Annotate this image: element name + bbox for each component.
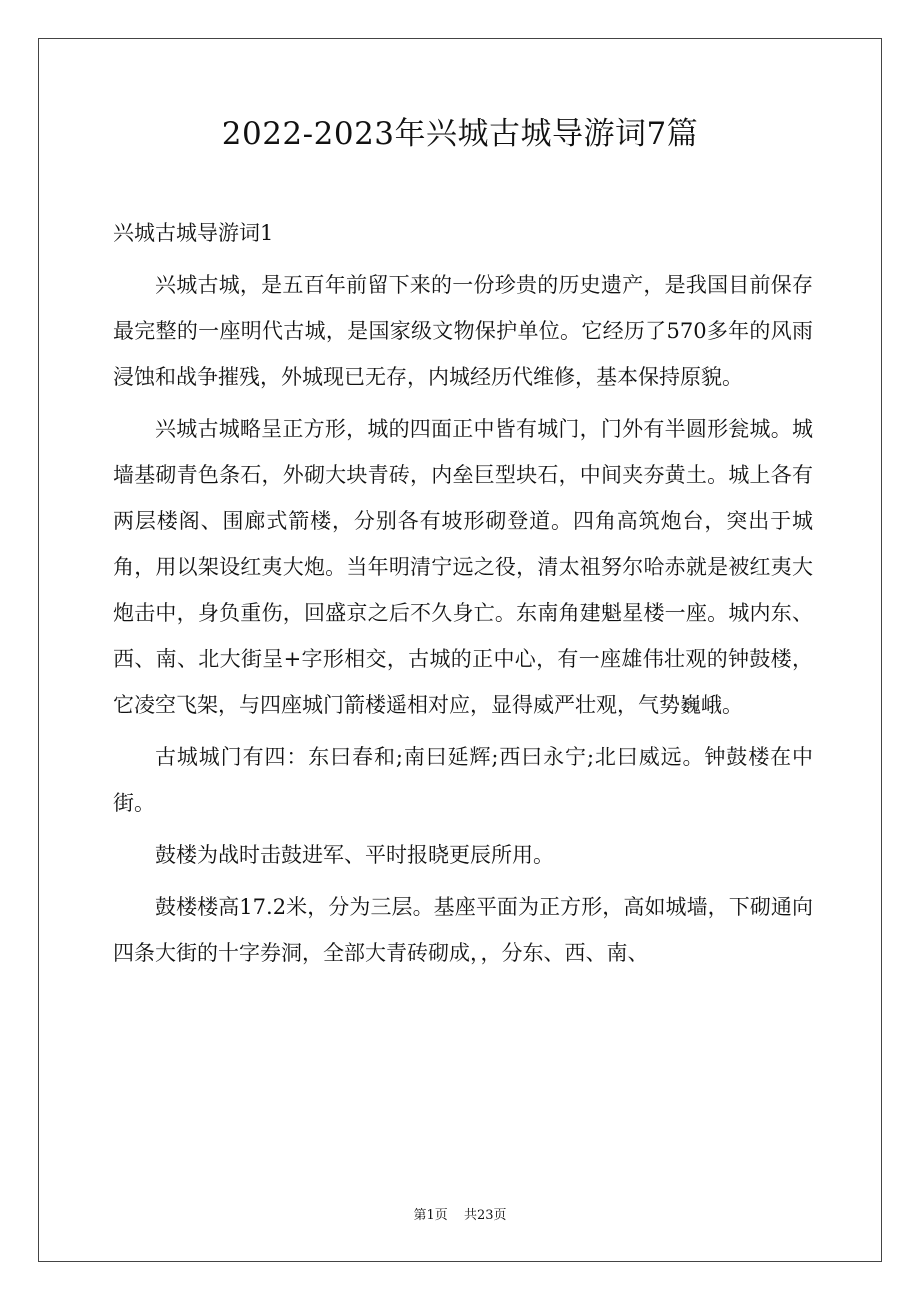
- page-footer: [38, 1207, 882, 1225]
- document-title: 2022-2023年兴城古城导游词7篇: [221, 116, 699, 152]
- paragraph: 兴城古城，是五百年前留下来的一份珍贵的历史遗产，是我国目前保存最完整的一座明代古城，是国家级文物保护单位。它经历了570多年的风雨浸蚀和战争摧残，外城现已无存，内城经历代维修，基本保持原貌。: [113, 273, 813, 389]
- section-heading: 兴城古城导游词1: [113, 221, 274, 245]
- paragraph: 鼓楼楼高17.2米，分为三层。基座平面为正方形，高如城墙，下砌通向四条大街的十字券洞，全部大青砖砌成，，分东、西、南、: [113, 895, 813, 965]
- paragraph: 鼓楼为战时击鼓进军、平时报晓更辰所用。: [155, 843, 554, 867]
- document-body: [113, 262, 813, 982]
- paragraph: 兴城古城略呈正方形，城的四面正中皆有城门，门外有半圆形瓮城。城墙基砌青色条石，外砌大块青砖，内垒巨型块石，中间夹夯黄土。城上各有两层楼阁、围廊式箭楼，分别各有坡形砌登道。四角高筑炮台，突出于城角，用以架设红夷大炮。当年明清宁远之役，清太祖努尔哈赤就是被红夷大炮击中，身负重伤，回盛京之后不久身亡。东南角建魁星楼一座。城内东、西、南、北大街呈+字形相交，古城的正中心，有一座雄伟壮观的钟鼓楼，它凌空飞架，与四座城门箭楼遥相对应，显得威严壮观，气势巍峨。: [113, 417, 813, 717]
- page-total: 共23页: [463, 1208, 507, 1223]
- page-number: 第1页: [413, 1208, 448, 1223]
- paragraph: 古城城门有四：东曰春和;南曰延辉;西曰永宁;北曰威远。钟鼓楼在中街。: [113, 745, 813, 815]
